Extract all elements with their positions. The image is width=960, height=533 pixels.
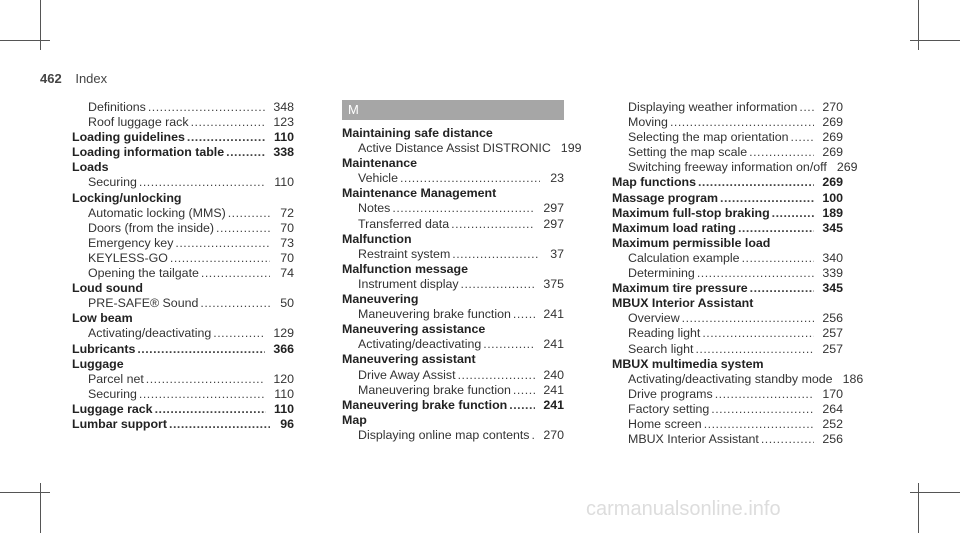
index-entry bbox=[612, 342, 843, 357]
dot-leader bbox=[137, 342, 265, 357]
page-ref: 257 bbox=[822, 341, 843, 356]
entry-label: Maneuvering brake function bbox=[358, 382, 511, 397]
entry-label: Switching freeway information on/off bbox=[628, 160, 827, 175]
dot-leader bbox=[191, 115, 266, 130]
entry-label: Loading guidelines bbox=[72, 130, 185, 145]
entry-label: Automatic locking (MMS) bbox=[88, 205, 226, 220]
dot-leader bbox=[513, 383, 535, 398]
entry-label: Roof luggage rack bbox=[88, 115, 189, 130]
index-heading bbox=[72, 130, 294, 145]
crop-mark bbox=[918, 0, 919, 50]
entry-label: Maximum tire pressure bbox=[612, 281, 748, 296]
dot-leader bbox=[695, 342, 814, 357]
dot-leader bbox=[452, 247, 540, 262]
index-entry bbox=[612, 311, 843, 326]
entry-label: Activating/deactivating bbox=[358, 337, 482, 352]
dot-leader bbox=[791, 130, 815, 145]
dot-leader bbox=[200, 296, 270, 311]
dot-leader bbox=[720, 191, 814, 206]
entry-label: Malfunction bbox=[342, 231, 412, 246]
entry-label: Displaying online map contents bbox=[358, 427, 530, 442]
entry-label: Maneuvering brake function bbox=[358, 307, 511, 322]
index-entry bbox=[612, 100, 843, 115]
entry-label: Drive programs bbox=[628, 386, 713, 401]
dot-leader bbox=[458, 368, 536, 383]
index-heading bbox=[72, 160, 294, 175]
page-ref: 345 bbox=[822, 281, 843, 296]
index-heading bbox=[612, 236, 843, 251]
dot-leader bbox=[532, 428, 536, 443]
index-entry bbox=[72, 236, 294, 251]
dot-leader bbox=[155, 402, 266, 417]
page-ref: 340 bbox=[822, 250, 843, 265]
dot-leader bbox=[682, 311, 815, 326]
dot-leader bbox=[226, 145, 265, 160]
dot-leader bbox=[187, 130, 266, 145]
dot-leader bbox=[509, 398, 535, 413]
page-ref: 375 bbox=[543, 276, 564, 291]
page-ref: 110 bbox=[274, 175, 294, 190]
index-heading bbox=[72, 402, 294, 417]
index-entry bbox=[72, 175, 294, 190]
index-entry bbox=[612, 130, 843, 145]
entry-label: Maximum permissible load bbox=[612, 235, 771, 250]
index-entry bbox=[612, 326, 843, 341]
index-entry bbox=[342, 247, 564, 262]
entry-label: Maneuvering assistance bbox=[342, 322, 486, 337]
index-entry bbox=[72, 251, 294, 266]
dot-leader bbox=[711, 402, 814, 417]
dot-leader bbox=[513, 307, 535, 322]
crop-mark bbox=[40, 483, 41, 533]
entry-label: Maneuvering assistant bbox=[342, 352, 476, 367]
index-heading bbox=[612, 357, 843, 372]
page-ref: 23 bbox=[550, 171, 564, 186]
entry-label: Loads bbox=[72, 160, 109, 175]
index-entry bbox=[612, 371, 864, 387]
index-column-3 bbox=[612, 100, 864, 447]
index-entry bbox=[612, 145, 843, 160]
entry-label: Search light bbox=[628, 341, 694, 356]
index-heading bbox=[342, 398, 564, 413]
page-ref: 241 bbox=[543, 337, 564, 352]
index-entry bbox=[72, 221, 294, 236]
index-heading bbox=[342, 232, 564, 247]
entry-label: Overview bbox=[628, 311, 680, 326]
index-heading bbox=[72, 191, 294, 206]
entry-label: Active Distance Assist DISTRONIC bbox=[358, 141, 551, 156]
crop-mark bbox=[918, 483, 919, 533]
index-heading bbox=[342, 322, 564, 337]
page-ref: 270 bbox=[822, 100, 843, 114]
dot-leader bbox=[461, 277, 536, 292]
dot-leader bbox=[742, 251, 815, 266]
entry-label: Maneuvering bbox=[342, 292, 419, 307]
index-column-1 bbox=[72, 100, 294, 432]
dot-leader bbox=[697, 266, 815, 281]
index-heading bbox=[342, 156, 564, 171]
entry-label: Emergency key bbox=[88, 235, 174, 250]
dot-leader bbox=[715, 387, 815, 402]
entry-label: Parcel net bbox=[88, 371, 144, 386]
index-heading bbox=[342, 413, 564, 428]
entry-label: Maintaining safe distance bbox=[342, 126, 493, 140]
page-ref: 257 bbox=[822, 326, 843, 341]
index-entry bbox=[612, 402, 843, 417]
index-entry bbox=[342, 141, 582, 156]
dot-leader bbox=[216, 221, 270, 236]
dot-leader bbox=[139, 387, 266, 402]
index-entry bbox=[342, 201, 564, 216]
entry-label: Selecting the map orientation bbox=[628, 130, 789, 145]
page-ref: 264 bbox=[822, 401, 843, 416]
page-ref: 70 bbox=[280, 250, 294, 265]
index-entry bbox=[612, 160, 858, 175]
entry-label: Displaying weather information bbox=[628, 100, 798, 114]
index-entry bbox=[612, 266, 843, 281]
page-ref: 256 bbox=[822, 311, 843, 326]
page-ref: 70 bbox=[280, 220, 294, 235]
dot-leader bbox=[169, 417, 270, 432]
entry-label: Vehicle bbox=[358, 171, 398, 186]
entry-label: Maneuvering brake function bbox=[342, 397, 508, 412]
entry-label: Definitions bbox=[88, 100, 146, 114]
index-entry bbox=[612, 251, 843, 266]
entry-label: Setting the map scale bbox=[628, 145, 748, 160]
page-ref: 73 bbox=[280, 235, 294, 250]
index-heading bbox=[342, 352, 564, 367]
index-heading bbox=[72, 311, 294, 326]
dot-leader bbox=[483, 337, 535, 352]
entry-label: Map bbox=[342, 412, 367, 427]
page-ref: 186 bbox=[842, 371, 864, 386]
entry-label: Doors (from the inside) bbox=[88, 220, 215, 235]
page-ref: 269 bbox=[822, 130, 843, 145]
page-ref: 297 bbox=[543, 201, 564, 216]
dot-leader bbox=[400, 171, 540, 186]
index-heading bbox=[342, 186, 564, 201]
index-entry bbox=[72, 266, 294, 281]
dot-leader bbox=[213, 326, 265, 341]
dot-leader bbox=[201, 266, 270, 281]
index-heading bbox=[612, 206, 843, 221]
index-heading bbox=[612, 175, 843, 190]
crop-mark bbox=[0, 40, 50, 41]
dot-leader bbox=[761, 432, 814, 447]
page-ref: 338 bbox=[273, 145, 294, 160]
page-ref: 348 bbox=[273, 100, 294, 114]
dot-leader bbox=[228, 206, 270, 221]
page-ref: 269 bbox=[822, 115, 843, 130]
page-ref: 252 bbox=[822, 416, 843, 431]
dot-leader bbox=[451, 217, 535, 232]
index-entry bbox=[342, 428, 564, 443]
page-ref: 189 bbox=[822, 205, 843, 220]
entry-label: PRE-SAFE® Sound bbox=[88, 296, 199, 311]
index-entry bbox=[72, 387, 294, 402]
entry-label: Maximum load rating bbox=[612, 220, 736, 235]
index-heading bbox=[72, 145, 294, 160]
index-heading bbox=[72, 281, 294, 296]
page-ref: 100 bbox=[822, 190, 843, 205]
entry-label: Luggage bbox=[72, 356, 124, 371]
index-entry bbox=[72, 372, 294, 387]
dot-leader bbox=[750, 281, 815, 296]
entry-label: Maintenance Management bbox=[342, 186, 497, 201]
page-ref: 74 bbox=[280, 266, 294, 281]
crop-mark bbox=[910, 40, 960, 41]
index-entry bbox=[72, 206, 294, 221]
entry-label: Low beam bbox=[72, 311, 133, 326]
index-heading bbox=[612, 281, 843, 296]
page-ref: 110 bbox=[274, 401, 294, 416]
dot-leader bbox=[698, 175, 814, 190]
page-ref: 170 bbox=[822, 386, 843, 401]
entry-label: Activating/deactivating standby mode bbox=[628, 371, 833, 386]
index-entry bbox=[612, 432, 843, 447]
dot-leader bbox=[175, 236, 270, 251]
page-ref: 110 bbox=[274, 386, 294, 401]
entry-label: KEYLESS-GO bbox=[88, 250, 168, 265]
entry-label: Home screen bbox=[628, 416, 702, 431]
page-ref: 269 bbox=[822, 145, 843, 160]
index-entry bbox=[612, 387, 843, 402]
entry-label: Instrument display bbox=[358, 276, 459, 291]
entry-label: Maintenance bbox=[342, 156, 418, 171]
dot-leader bbox=[738, 221, 814, 236]
page-ref: 241 bbox=[543, 397, 564, 412]
entry-label: Opening the tailgate bbox=[88, 266, 199, 281]
index-heading bbox=[72, 342, 294, 357]
page-ref: 37 bbox=[550, 246, 564, 261]
page-ref: 297 bbox=[543, 216, 564, 231]
page-ref: 72 bbox=[280, 205, 294, 220]
entry-label: Securing bbox=[88, 386, 137, 401]
crop-mark bbox=[0, 492, 50, 493]
index-entry bbox=[342, 277, 564, 292]
entry-label: Luggage rack bbox=[72, 401, 153, 416]
page-ref: 241 bbox=[543, 382, 564, 397]
entry-label: MBUX Interior Assistant bbox=[628, 432, 759, 447]
index-heading bbox=[612, 221, 843, 236]
index-entry bbox=[612, 115, 843, 130]
page-header bbox=[40, 71, 107, 86]
dot-leader bbox=[392, 201, 535, 216]
page-ref: 269 bbox=[822, 175, 843, 190]
dot-leader bbox=[146, 372, 266, 387]
page-ref: 96 bbox=[280, 416, 294, 431]
page-ref: 50 bbox=[280, 296, 294, 311]
dot-leader bbox=[170, 251, 270, 266]
section-header: M bbox=[342, 100, 564, 120]
entry-label: Transferred data bbox=[358, 216, 450, 231]
dot-leader bbox=[704, 417, 815, 432]
index-entry bbox=[342, 383, 564, 398]
entry-label: Massage program bbox=[612, 190, 719, 205]
entry-label: Loading information table bbox=[72, 145, 225, 160]
index-entry bbox=[342, 368, 564, 383]
page-ref: 241 bbox=[543, 307, 564, 322]
page-ref: 270 bbox=[543, 427, 564, 442]
entry-label: Maximum full-stop braking bbox=[612, 205, 770, 220]
index-heading bbox=[342, 292, 564, 307]
entry-label: Malfunction message bbox=[342, 261, 468, 276]
index-heading bbox=[72, 357, 294, 372]
dot-leader bbox=[749, 145, 814, 160]
crop-mark bbox=[40, 0, 41, 50]
page-ref: 366 bbox=[273, 341, 294, 356]
index-entry bbox=[342, 171, 564, 186]
entry-label: Factory setting bbox=[628, 401, 710, 416]
page-number: 462 bbox=[40, 71, 62, 86]
entry-label: Activating/deactivating bbox=[88, 326, 212, 341]
page-ref: 240 bbox=[543, 367, 564, 382]
page-ref: 129 bbox=[273, 326, 294, 341]
page-ref: 256 bbox=[822, 432, 843, 447]
entry-label: Reading light bbox=[628, 326, 701, 341]
page-ref: 123 bbox=[273, 115, 294, 130]
entry-label: Restraint system bbox=[358, 246, 451, 261]
index-column-2 bbox=[342, 100, 582, 443]
entry-label: MBUX multimedia system bbox=[612, 356, 764, 371]
index-entry bbox=[72, 296, 294, 311]
entry-label: Determining bbox=[628, 266, 695, 281]
index-entry bbox=[72, 100, 294, 115]
dot-leader bbox=[139, 175, 266, 190]
dot-leader bbox=[772, 206, 815, 221]
entry-label: Calculation example bbox=[628, 250, 740, 265]
index-heading bbox=[342, 262, 564, 277]
entry-label: Lumbar support bbox=[72, 416, 167, 431]
index-heading bbox=[612, 191, 843, 206]
dot-leader bbox=[148, 100, 265, 115]
entry-label: Securing bbox=[88, 175, 137, 190]
index-entry bbox=[342, 307, 564, 322]
page-ref: 345 bbox=[822, 220, 843, 235]
watermark: carmanualsonline.info bbox=[586, 498, 781, 520]
entry-label: Lubricants bbox=[72, 341, 136, 356]
dot-leader bbox=[670, 115, 814, 130]
entry-label: Locking/unlocking bbox=[72, 190, 182, 205]
index-entry bbox=[342, 217, 564, 232]
index-entry bbox=[342, 337, 564, 352]
index-heading bbox=[342, 126, 564, 141]
index-entry bbox=[72, 115, 294, 130]
entry-label: Drive Away Assist bbox=[358, 367, 456, 382]
page-ref: 110 bbox=[274, 130, 294, 145]
crop-mark bbox=[910, 492, 960, 493]
page-ref: 120 bbox=[273, 371, 294, 386]
page-ref: 199 bbox=[560, 141, 582, 156]
page-section: Index bbox=[75, 71, 108, 86]
entry-label: Loud sound bbox=[72, 281, 143, 296]
index-entry bbox=[612, 417, 843, 432]
index-heading bbox=[612, 296, 843, 311]
page-ref: 339 bbox=[822, 266, 843, 281]
index-entry bbox=[72, 326, 294, 341]
dot-leader bbox=[702, 326, 814, 341]
entry-label: MBUX Interior Assistant bbox=[612, 296, 754, 311]
index-heading bbox=[72, 417, 294, 432]
entry-label: Map functions bbox=[612, 175, 696, 190]
page-ref: 269 bbox=[836, 160, 858, 175]
entry-label: Moving bbox=[628, 115, 668, 130]
dot-leader bbox=[799, 100, 814, 115]
entry-label: Notes bbox=[358, 201, 391, 216]
